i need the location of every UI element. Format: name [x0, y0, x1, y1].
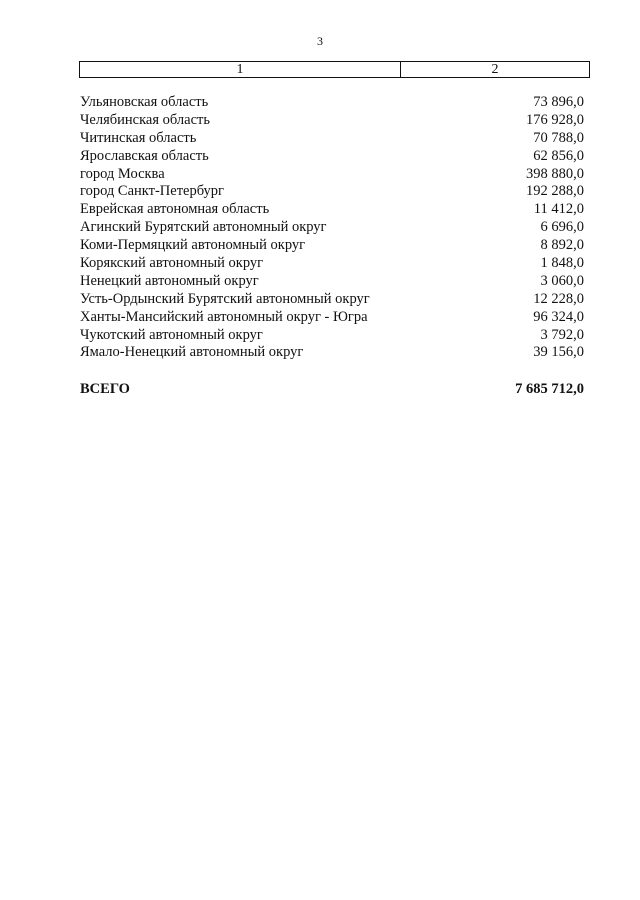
column-header-1: 1 — [80, 62, 401, 77]
table-row — [80, 166, 584, 184]
region-amount: 3 060,0 — [540, 272, 584, 289]
region-amount: 6 696,0 — [540, 219, 584, 236]
column-header-2: 2 — [491, 61, 499, 77]
table-row — [80, 237, 584, 255]
table-row — [80, 183, 584, 201]
table-row — [80, 148, 584, 166]
table-row — [80, 112, 584, 130]
region-amount: 8 892,0 — [540, 237, 584, 254]
region-list — [80, 94, 584, 362]
region-amount: 70 788,0 — [533, 129, 584, 146]
region-name: Ханты-Мансийский автономный округ - Югра — [80, 308, 368, 325]
table-row — [80, 273, 584, 291]
table-row — [80, 291, 584, 309]
region-name: Корякский автономный округ — [80, 255, 264, 272]
column-header-table — [79, 61, 590, 78]
table-row — [80, 130, 584, 148]
region-name: Ульяновская область — [80, 94, 209, 110]
region-name: город Москва — [80, 165, 165, 182]
region-name: Коми-Пермяцкий автономный округ — [80, 237, 306, 254]
region-amount: 398 880,0 — [526, 165, 584, 182]
region-amount: 1 848,0 — [540, 255, 584, 272]
table-row — [80, 255, 584, 273]
region-name: Ямало-Ненецкий автономный округ — [80, 344, 304, 361]
region-amount: 3 792,0 — [540, 326, 584, 343]
region-name: Ненецкий автономный округ — [80, 272, 259, 289]
region-amount: 192 288,0 — [526, 183, 584, 200]
region-amount: 62 856,0 — [533, 147, 584, 164]
table-row — [80, 327, 584, 345]
table-row — [80, 219, 584, 237]
region-name: Чукотский автономный округ — [80, 326, 263, 343]
region-name: Агинский Бурятский автономный округ — [80, 219, 327, 236]
page-number: 3 — [317, 34, 323, 48]
table-row — [80, 201, 584, 219]
total-label: ВСЕГО — [80, 381, 130, 397]
region-name: Читинская область — [80, 129, 197, 146]
table-row — [80, 309, 584, 327]
region-name: город Санкт-Петербург — [80, 183, 225, 200]
table-row — [80, 94, 584, 112]
table-row — [80, 344, 584, 362]
region-amount: 12 228,0 — [533, 290, 584, 307]
total-amount: 7 685 712,0 — [515, 381, 584, 397]
total-row — [80, 380, 584, 398]
region-name: Усть-Ордынский Бурятский автономный округ — [80, 290, 370, 307]
region-amount: 73 896,0 — [533, 94, 584, 110]
region-name: Еврейская автономная область — [80, 201, 270, 218]
region-name: Челябинская область — [80, 111, 210, 128]
region-amount: 96 324,0 — [533, 308, 584, 325]
region-amount: 39 156,0 — [533, 344, 584, 361]
region-amount: 176 928,0 — [526, 111, 584, 128]
region-amount: 11 412,0 — [533, 201, 584, 218]
region-name: Ярославская область — [80, 147, 209, 164]
